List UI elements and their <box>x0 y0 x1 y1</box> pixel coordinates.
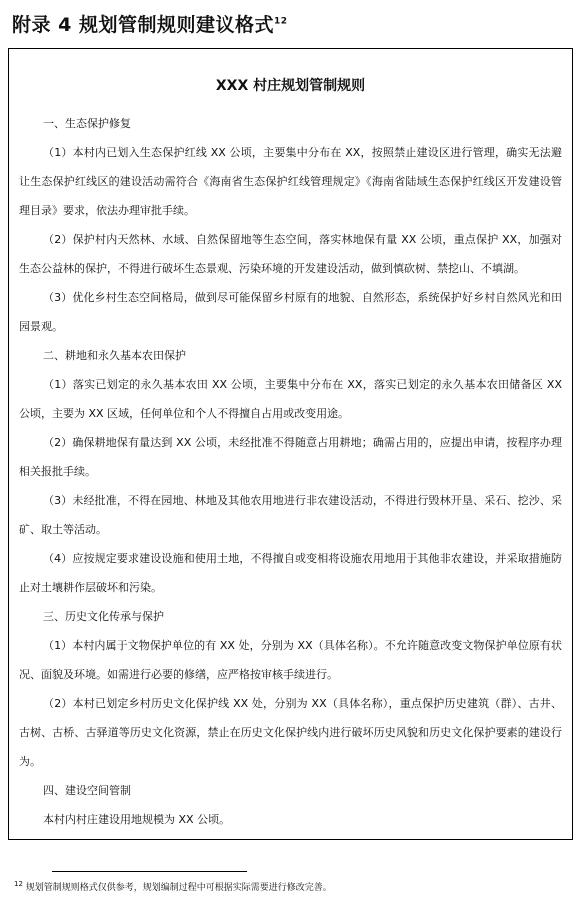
paragraph: （2）保护村内天然林、水域、自然保留地等生态空间，落实林地保有量 XX 公顷，重点保护 XX，加强对生态公益林的保护，不得进行破坏生态景观、污染环境的开发建设活动，做到慎砍树、禁挖山、不填湖。 <box>19 233 562 275</box>
footnote-text: 规划管制规则格式仅供参考，规划编制过程中可根据实际需要进行修改完善。 <box>22 883 332 893</box>
doc-content <box>9 95 572 834</box>
appendix-heading <box>12 10 287 37</box>
paragraph: （2）确保耕地保有量达到 XX 公顷，未经批准不得随意占用耕地；确需占用的，应提出申请，按程序办理相关报批手续。 <box>19 436 562 478</box>
appendix-heading-text: 附录 4 规划管制规则建议格式 <box>12 14 274 36</box>
section-title: 三、历史文化传承与保护 <box>43 610 164 623</box>
paragraph: （3）未经批准，不得在园地、林地及其他农用地进行非农建设活动，不得进行毁林开垦、采石、挖沙、采矿、取土等活动。 <box>19 494 562 536</box>
paragraph: （2）本村已划定乡村历史文化保护线 XX 处，分别为 XX（具体名称），重点保护历史建筑（群）、古井、古树、古桥、古驿道等历史文化资源，禁止在历史文化保护线内进行破坏历史风貌和历史文化保护要素的建设行为。 <box>19 697 562 768</box>
paragraph: （1）本村内已划入生态保护红线 XX 公顷，主要集中分布在 XX，按照禁止建设区进行管理，确实无法避让生态保护红线区的建设活动需符合《海南省生态保护红线管理规定》《海南省陆域生态保护红线区开发建设管理目录》要求，依法办理审批手续。 <box>19 146 562 217</box>
footnote-ref: 12 <box>273 16 288 27</box>
footnote-number: 12 <box>14 880 23 888</box>
rules-box <box>8 48 573 840</box>
section-title: 二、耕地和永久基本农田保护 <box>43 349 186 362</box>
footnote <box>14 880 332 893</box>
section-title: 一、生态保护修复 <box>43 117 131 130</box>
doc-title: XXX 村庄规划管制规则 <box>215 78 366 94</box>
paragraph: （1）落实已划定的永久基本农田 XX 公顷，主要集中分布在 XX，落实已划定的永久基本农田储备区 XX 公顷，主要为 XX 区域，任何单位和个人不得擅自占用或改变用途。 <box>19 378 562 420</box>
section-title: 四、建设空间管制 <box>43 784 131 797</box>
paragraph: （4）应按规定要求建设设施和使用土地，不得擅自或变相将设施农用地用于其他非农建设，并采取措施防止对土壤耕作层破坏和污染。 <box>19 552 562 594</box>
paragraph: 本村内村庄建设用地规模为 XX 公顷。 <box>43 813 231 826</box>
footnote-divider <box>52 871 247 872</box>
paragraph: （3）优化乡村生态空间格局，做到尽可能保留乡村原有的地貌、自然形态，系统保护好乡村自然风光和田园景观。 <box>19 291 562 333</box>
paragraph: （1）本村内属于文物保护单位的有 XX 处，分别为 XX（具体名称）。不允许随意改变文物保护单位原有状况、面貌及环境。如需进行必要的修缮，应严格按审核手续进行。 <box>19 639 562 681</box>
